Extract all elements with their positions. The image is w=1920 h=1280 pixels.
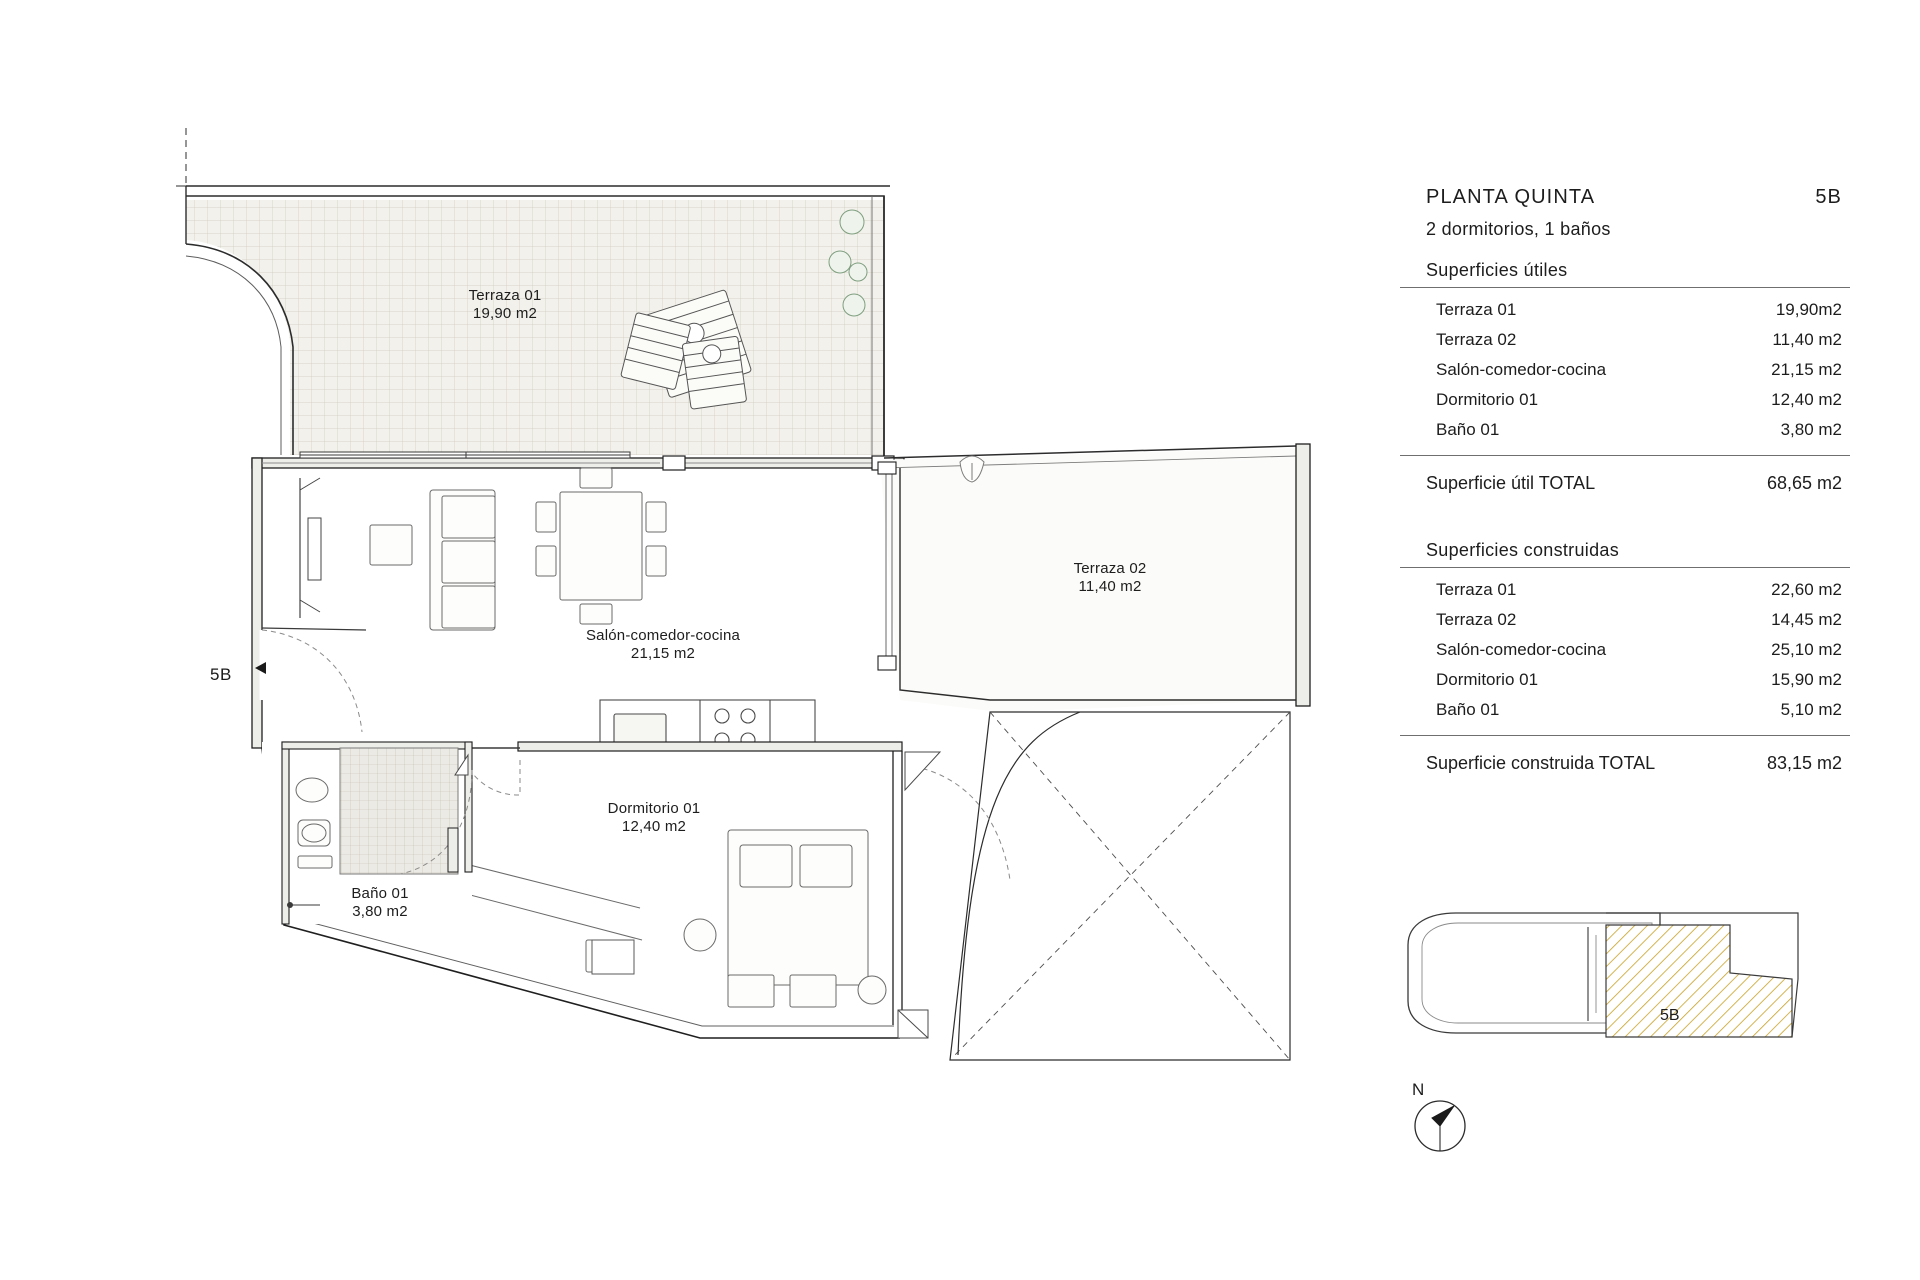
row-value: 12,40 m2 [1771,390,1842,409]
row-label: Salón-comedor-cocina [1436,360,1607,379]
total-value: 68,65 m2 [1766,473,1842,493]
room-label-terraza-02 [1074,560,1147,596]
table-row [1400,325,1850,355]
table-row [1400,295,1850,325]
row-label: Baño 01 [1436,700,1500,719]
page-title: PLANTA QUINTA [1426,186,1596,208]
table-row [1400,695,1850,725]
total-label: Superficie útil TOTAL [1426,473,1596,493]
room-area: 12,40 m2 [621,818,687,835]
row-value: 14,45 m2 [1771,610,1842,629]
row-label: Salón-comedor-cocina [1436,640,1607,659]
panel-header [1400,186,1850,209]
row-label: Dormitorio 01 [1436,390,1539,409]
table-row [1400,635,1850,665]
divider [1400,567,1850,568]
stair-block [898,1010,928,1038]
divider [1400,735,1850,736]
room-name: Terraza 01 [468,287,542,304]
built-areas-title: Superficies construidas [1426,540,1619,560]
panel-subtitle: 2 dormitorios, 1 baños [1426,219,1611,239]
built-areas-rows [1400,575,1850,725]
row-value: 25,10 m2 [1771,640,1842,659]
unit-code: 5B [1815,186,1842,208]
room-label-terraza-01 [469,287,542,323]
row-label: Terraza 01 [1436,300,1517,319]
useful-total-row [1400,468,1850,498]
table-row [1400,575,1850,605]
row-value: 11,40 m2 [1772,330,1842,349]
room-name: Dormitorio 01 [607,800,701,817]
total-label: Superficie construida TOTAL [1426,753,1656,773]
row-value: 5,10 m2 [1780,700,1842,719]
room-label-salon-comedor-cocina [586,627,740,663]
table-row [1400,355,1850,385]
terraza-02-region [878,444,1310,1060]
row-value: 22,60 m2 [1771,580,1842,599]
useful-areas-rows [1400,295,1850,445]
room-name: Terraza 02 [1073,560,1147,577]
row-value: 3,80 m2 [1780,420,1842,439]
divider [1400,455,1850,456]
room-label-dormitorio-01 [608,800,701,836]
built-total-row [1400,748,1850,778]
row-label: Baño 01 [1436,420,1500,439]
total-value: 83,15 m2 [1766,753,1842,773]
north-letter: N [1412,1080,1425,1099]
room-area: 11,40 m2 [1078,578,1142,595]
row-value: 15,90 m2 [1771,670,1842,689]
areas-info-panel [1400,186,1850,778]
row-label: Terraza 02 [1436,330,1517,349]
room-area: 19,90 m2 [472,305,538,322]
room-label-bano-01 [351,885,408,921]
row-value: 21,15 m2 [1771,360,1842,379]
row-label: Terraza 02 [1436,610,1517,629]
table-row [1400,665,1850,695]
divider [1400,287,1850,288]
room-area: 3,80 m2 [352,903,408,920]
row-value: 19,90m2 [1775,300,1842,319]
table-row [1400,385,1850,415]
room-name: Baño 01 [351,885,409,902]
north-compass-icon [1398,1078,1508,1168]
table-row [1400,415,1850,445]
table-row [1400,605,1850,635]
row-label: Dormitorio 01 [1436,670,1539,689]
key-plan-unit-tag: 5B [1660,1007,1680,1024]
key-plan-diagram [1400,905,1820,1065]
room-name: Salón-comedor-cocina [585,627,741,644]
useful-areas-title: Superficies útiles [1426,260,1568,280]
row-label: Terraza 01 [1436,580,1517,599]
sliding-doors [300,452,630,458]
room-area: 21,15 m2 [630,645,696,662]
plan-unit-tag: 5B [210,665,232,684]
